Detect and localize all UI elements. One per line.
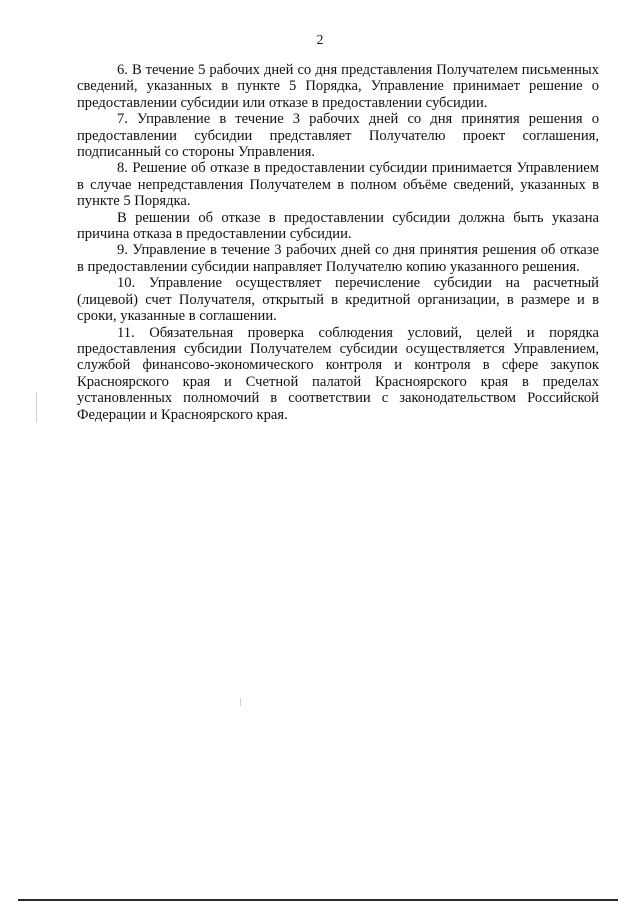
page-number: 2 <box>316 33 324 48</box>
document-body <box>77 62 599 423</box>
scan-artifact <box>240 698 241 706</box>
paragraph-item-9: 9. Управление в течение 3 рабочих дней со дня принятия решения об отказе в предоставлении субсидии направляет Получателю копию указанного решения. <box>77 242 599 275</box>
paragraph-item-8: 8. Решение об отказе в предоставлении субсидии принимается Управлением в случае непредставления Получателем в полном объёме сведений, указанных в пункте 5 Порядка. <box>77 160 599 210</box>
paragraph-item-11: 11. Обязательная проверка соблюдения условий, целей и порядка предоставления субсидии Получателем субсидии осуществляется Управлением, службой финансово-экономического контроля и контроля в сфере закупок Красноярского края и Счетной палатой Красноярского края в пределах установленных полномочий в соответствии с законодательством Российской Федерации и Красноярского края. <box>77 324 599 423</box>
paragraph-item-7: 7. Управление в течение 3 рабочих дней со дня принятия решения о предоставлении субсидии представляет Получателю проект соглашения, подписанный со стороны Управления. <box>77 111 599 161</box>
paragraph-item-6: 6. В течение 5 рабочих дней со дня представления Получателем письменных сведений, указанных в пункте 5 Порядка, Управление принимает решение о предоставлении субсидии или отказе в предоставлении субсидии. <box>77 62 599 111</box>
page-bottom-edge <box>18 899 618 901</box>
paragraph-item-10: 10. Управление осуществляет перечисление субсидии на расчетный (лицевой) счет Получателя, открытый в кредитной организации, в размере и в сроки, указанные в соглашении. <box>77 275 599 325</box>
paragraph-refusal-reason: В решении об отказе в предоставлении субсидии должна быть указана причина отказа в предоставлении субсидии. <box>77 209 599 243</box>
scan-artifact <box>36 392 37 422</box>
